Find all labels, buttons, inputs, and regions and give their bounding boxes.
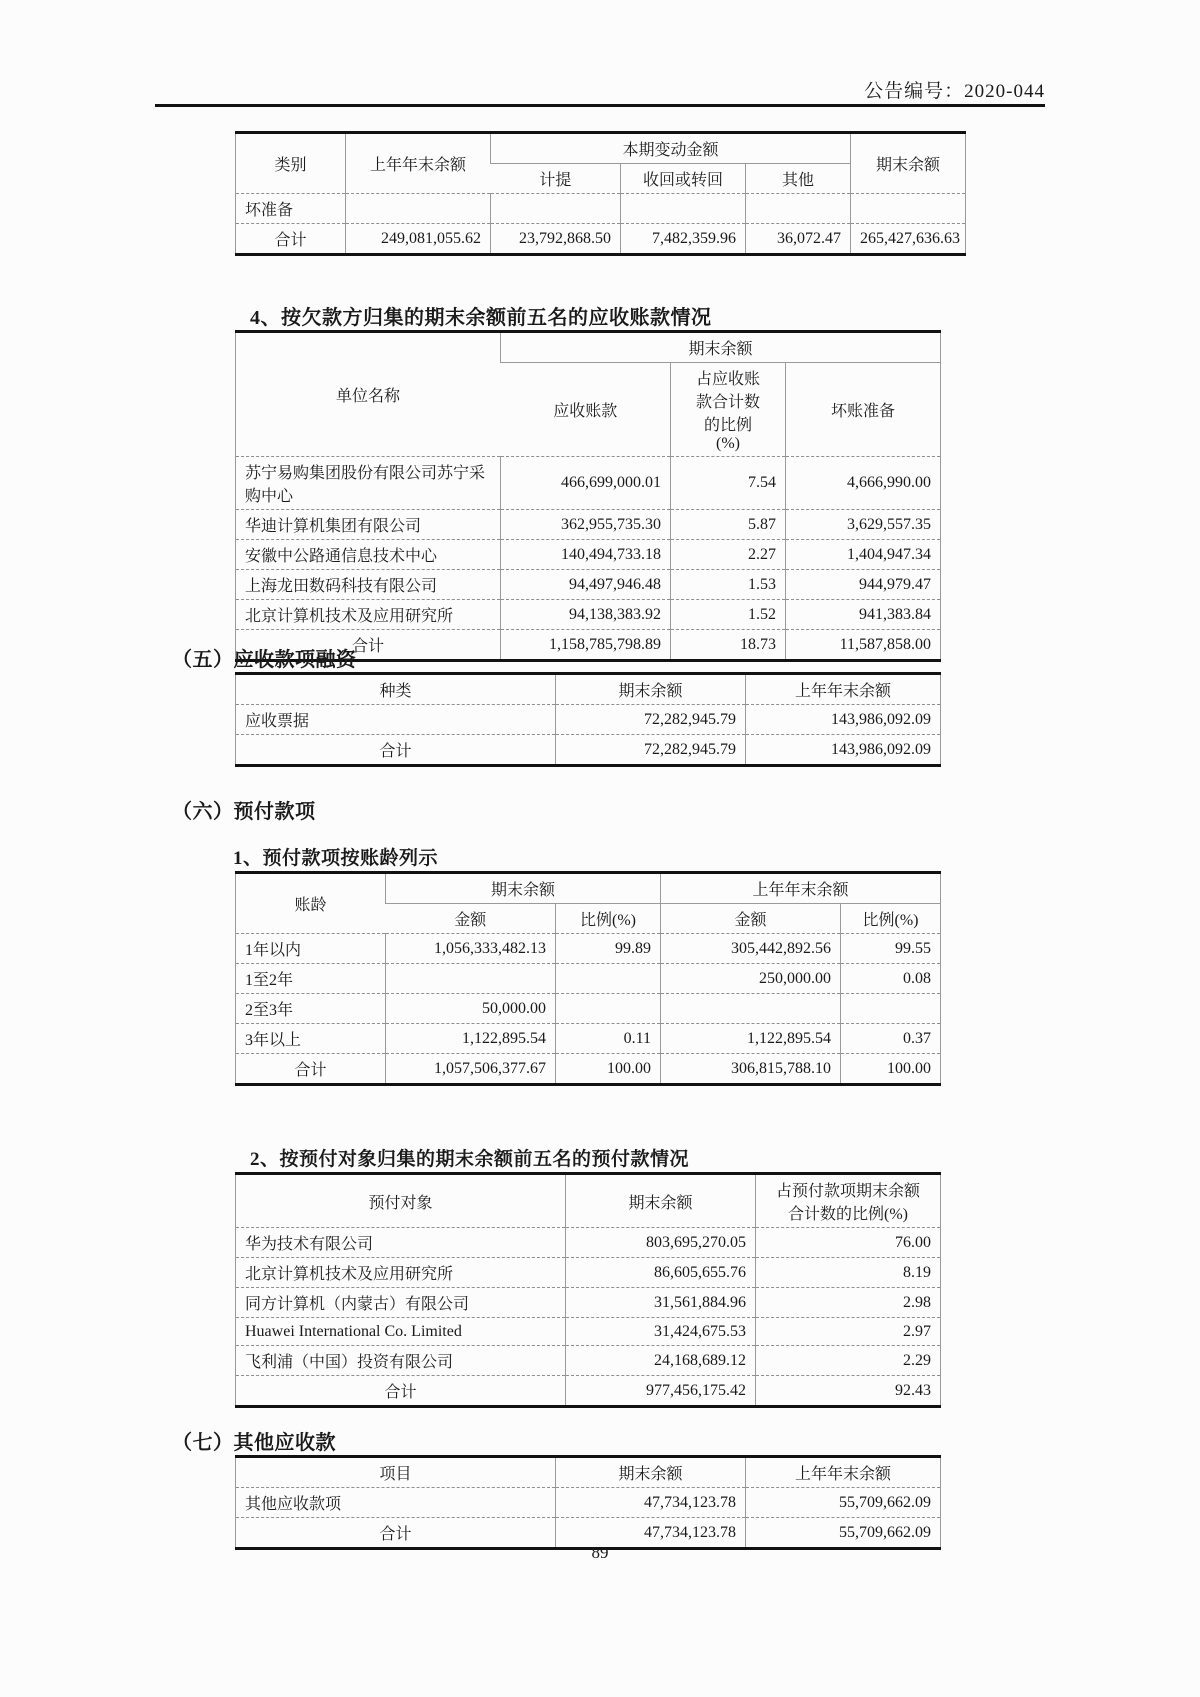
table-cell	[621, 194, 746, 224]
table-cell: 143,986,092.09	[746, 705, 941, 735]
table-cell: 306,815,788.10	[661, 1054, 841, 1085]
top5-receivables-table	[235, 330, 941, 662]
table-row	[236, 1488, 941, 1518]
row-label: 坏准备	[236, 194, 346, 224]
table-header-row	[236, 674, 941, 705]
row-label: 飞利浦（中国）投资有限公司	[236, 1346, 566, 1376]
table-cell: 94,138,383.92	[501, 600, 671, 630]
column-header: 其他	[746, 164, 851, 194]
table-header-row	[236, 1174, 941, 1228]
table-cell: 0.37	[841, 1024, 941, 1054]
section6-sub1-title: 1、预付款项按账龄列示	[233, 848, 439, 869]
table-cell: 50,000.00	[386, 994, 556, 1024]
table-cell: 3,629,557.35	[786, 510, 941, 540]
column-header: 项目	[379, 1466, 412, 1483]
column-header-group: 本期变动金额	[491, 133, 851, 164]
table-cell: 47,734,123.78	[556, 1488, 746, 1518]
top5-prepayments-block	[235, 1172, 940, 1408]
column-header-group: 期末余额	[386, 873, 661, 904]
column-header: 计提	[491, 164, 621, 194]
table-cell	[386, 964, 556, 994]
row-label: 应收票据	[236, 705, 556, 735]
table-cell: 31,561,884.96	[566, 1288, 756, 1318]
table-cell: 143,986,092.09	[746, 735, 941, 766]
table-cell: 94,497,946.48	[501, 570, 671, 600]
table-cell: 23,792,868.50	[491, 224, 621, 255]
table-row	[236, 1318, 941, 1346]
table-row	[236, 194, 966, 224]
table-total-row	[236, 735, 941, 766]
table-cell: 1,056,333,482.13	[386, 934, 556, 964]
table-cell	[556, 964, 661, 994]
table-cell	[491, 194, 621, 224]
column-header: 期末余额	[556, 1457, 746, 1488]
column-header-group: 上年年末余额	[661, 873, 941, 904]
row-label: 其他应收款项	[236, 1488, 556, 1518]
table-cell: 265,427,636.63	[851, 224, 966, 255]
table-row	[236, 457, 941, 510]
table-row	[236, 1346, 941, 1376]
table-row	[236, 570, 941, 600]
table-row	[236, 540, 941, 570]
table-cell: 1,122,895.54	[386, 1024, 556, 1054]
top5-prepayments-table	[235, 1172, 941, 1408]
column-header: 金额	[386, 904, 556, 934]
table-header-row	[236, 1457, 941, 1488]
table-cell: 1.53	[671, 570, 786, 600]
row-label: 2至3年	[236, 994, 386, 1024]
prepayments-aging-table	[235, 871, 941, 1086]
column-header	[671, 363, 786, 457]
table-row	[236, 1288, 941, 1318]
column-header: 上年年末余额	[746, 674, 941, 705]
receivables-financing-block	[235, 672, 940, 767]
column-header: 坏账准备	[786, 363, 941, 457]
table-header-row	[236, 873, 941, 904]
table-cell: 7.54	[671, 457, 786, 510]
table-cell: 1,122,895.54	[661, 1024, 841, 1054]
row-label: 华为技术有限公司	[236, 1228, 566, 1258]
row-label: 1年以内	[236, 934, 386, 964]
column-header: 比例(%)	[841, 904, 941, 934]
header-rule	[155, 104, 1045, 107]
table-cell: 362,955,735.30	[501, 510, 671, 540]
table-cell: 2.98	[756, 1288, 941, 1318]
table-cell: 2.27	[671, 540, 786, 570]
table-cell: 7,482,359.96	[621, 224, 746, 255]
column-header: 收回或转回	[621, 164, 746, 194]
other-receivables-table	[235, 1455, 941, 1550]
table-total-row	[236, 224, 966, 255]
table-cell: 99.55	[841, 934, 941, 964]
table-cell	[746, 194, 851, 224]
column-header: 账龄	[294, 897, 327, 914]
table-cell: 47,734,123.78	[556, 1518, 746, 1549]
table-cell: 0.08	[841, 964, 941, 994]
section6-sub2-title: 2、按预付对象归集的期末余额前五名的预付款情况	[250, 1149, 690, 1170]
row-label: 华迪计算机集团有限公司	[236, 510, 501, 540]
receivables-financing-table	[235, 672, 941, 767]
table-cell: 803,695,270.05	[566, 1228, 756, 1258]
row-label: 合计	[236, 1054, 386, 1085]
column-header: 期末余额	[851, 133, 966, 194]
table-cell: 944,979.47	[786, 570, 941, 600]
table-row	[236, 964, 941, 994]
table-cell: 72,282,945.79	[556, 705, 746, 735]
table-cell: 977,456,175.42	[566, 1376, 756, 1407]
column-header-text: 占应收账款合计数的比例(%)	[695, 371, 760, 452]
table-total-row	[236, 1376, 941, 1407]
table-row	[236, 1258, 941, 1288]
table-cell: 1,404,947.34	[786, 540, 941, 570]
table-cell: 55,709,662.09	[746, 1518, 941, 1549]
table-cell: 18.73	[671, 630, 786, 661]
table-row	[236, 510, 941, 540]
table-total-row	[236, 1054, 941, 1085]
row-label: 合计	[236, 1376, 566, 1407]
row-label: 合计	[236, 735, 556, 766]
top5-receivables-block	[235, 330, 940, 662]
table-cell: 86,605,655.76	[566, 1258, 756, 1288]
column-header: 金额	[661, 904, 841, 934]
table-cell: 100.00	[556, 1054, 661, 1085]
table-cell: 0.11	[556, 1024, 661, 1054]
table-cell: 941,383.84	[786, 600, 941, 630]
row-label: 同方计算机（内蒙古）有限公司	[236, 1288, 566, 1318]
row-label: 1至2年	[236, 964, 386, 994]
table-cell: 8.19	[756, 1258, 941, 1288]
table-cell: 24,168,689.12	[566, 1346, 756, 1376]
announcement-number: 公告编号：2020-044	[864, 81, 1045, 102]
table-cell: 5.87	[671, 510, 786, 540]
table-cell: 140,494,733.18	[501, 540, 671, 570]
column-header-group: 期末余额	[501, 332, 941, 363]
column-header	[756, 1174, 941, 1228]
table-cell: 4,666,990.00	[786, 457, 941, 510]
row-label: Huawei International Co. Limited	[236, 1318, 566, 1346]
table-row	[236, 1228, 941, 1258]
column-header: 单位名称	[335, 388, 400, 405]
table-cell: 92.43	[756, 1376, 941, 1407]
table-cell	[556, 994, 661, 1024]
column-header: 期末余额	[556, 674, 746, 705]
table-cell: 72,282,945.79	[556, 735, 746, 766]
bad-debt-provision-table	[235, 131, 966, 256]
row-label: 合计	[236, 224, 346, 255]
table-cell: 466,699,000.01	[501, 457, 671, 510]
table-cell: 1,057,506,377.67	[386, 1054, 556, 1085]
column-header: 比例(%)	[556, 904, 661, 934]
row-label: 合计	[236, 1518, 556, 1549]
row-label: 苏宁易购集团股份有限公司苏宁采购中心	[236, 457, 501, 510]
page-number: 89	[591, 1543, 609, 1562]
table-row	[236, 1024, 941, 1054]
column-header: 类别	[274, 157, 307, 174]
table-cell: 11,587,858.00	[786, 630, 941, 661]
table-row	[236, 994, 941, 1024]
table-cell: 55,709,662.09	[746, 1488, 941, 1518]
table-header-row	[236, 133, 966, 164]
section4-title: 4、按欠款方归集的期末余额前五名的应收账款情况	[250, 307, 712, 329]
table-cell	[346, 194, 491, 224]
column-header: 期末余额	[566, 1174, 756, 1228]
prepayments-aging-block	[235, 871, 940, 1086]
column-header: 上年年末余额	[746, 1457, 941, 1488]
table-cell: 76.00	[756, 1228, 941, 1258]
table-row	[236, 934, 941, 964]
section5-title: （五）应收款项融资	[172, 649, 357, 671]
column-header: 预付对象	[368, 1194, 433, 1212]
table-cell: 1.52	[671, 600, 786, 630]
table-cell: 36,072.47	[746, 224, 851, 255]
table-header-row	[236, 332, 941, 363]
row-label: 上海龙田数码科技有限公司	[236, 570, 501, 600]
bad-debt-provision-block	[235, 131, 965, 256]
table-cell: 1,158,785,798.89	[501, 630, 671, 661]
other-receivables-block	[235, 1455, 940, 1550]
table-cell: 250,000.00	[661, 964, 841, 994]
table-cell	[851, 194, 966, 224]
table-row	[236, 705, 941, 735]
table-cell: 2.97	[756, 1318, 941, 1346]
section6-title: （六）预付款项	[172, 801, 316, 823]
row-label: 3年以上	[236, 1024, 386, 1054]
table-cell: 100.00	[841, 1054, 941, 1085]
column-header: 上年年末余额	[346, 133, 491, 194]
table-cell	[841, 994, 941, 1024]
section7-title: （七）其他应收款	[172, 1432, 336, 1454]
column-header: 应收账款	[501, 363, 671, 457]
table-row	[236, 600, 941, 630]
row-label: 北京计算机技术及应用研究所	[236, 1258, 566, 1288]
row-label: 合计	[236, 630, 501, 661]
table-cell: 31,424,675.53	[566, 1318, 756, 1346]
table-cell: 2.29	[756, 1346, 941, 1376]
row-label: 北京计算机技术及应用研究所	[236, 600, 501, 630]
column-header: 种类	[379, 683, 412, 700]
table-cell: 305,442,892.56	[661, 934, 841, 964]
table-cell: 99.89	[556, 934, 661, 964]
row-label: 安徽中公路通信息技术中心	[236, 540, 501, 570]
table-cell: 249,081,055.62	[346, 224, 491, 255]
column-header-text: 占预付款项期末余额合计数的比例(%)	[775, 1183, 920, 1223]
table-cell	[661, 994, 841, 1024]
